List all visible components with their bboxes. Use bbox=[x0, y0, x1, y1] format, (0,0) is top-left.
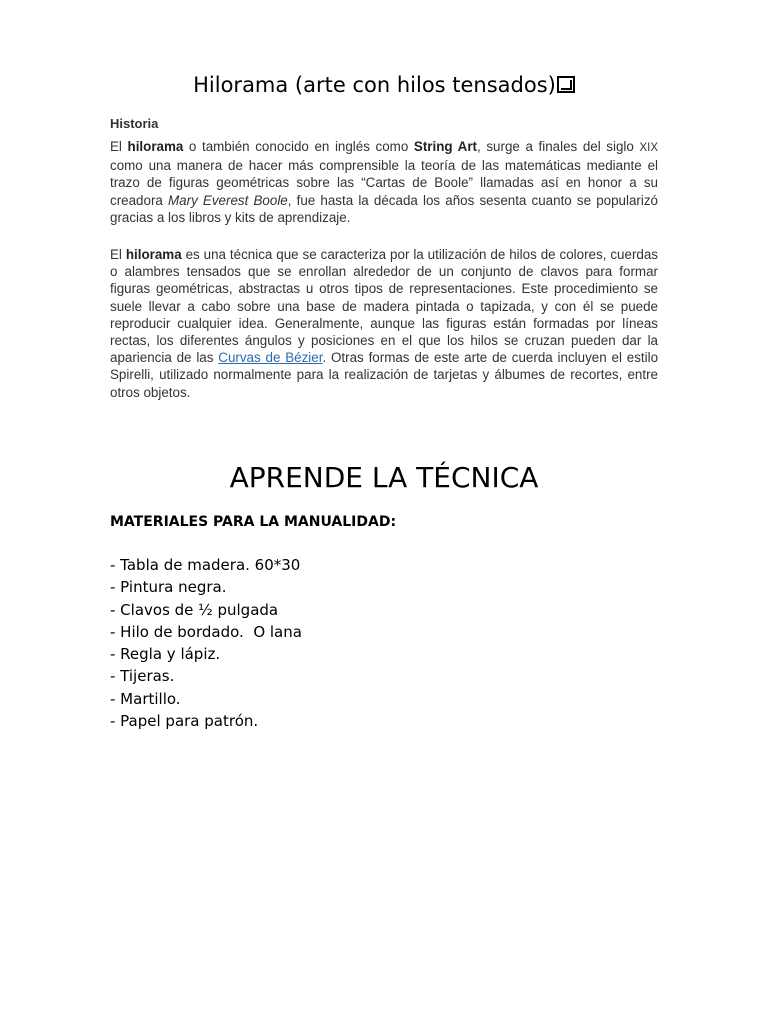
list-item: - Regla y lápiz. bbox=[110, 645, 221, 664]
text-run: es una técnica que se caracteriza por la utilización de hilos de colores, cuerdas o alambres tensados que se enrollan alrededor de un conjunto de clavos para formar figuras geométricas, abstractas u otros tipos de representaciones. Este procedimiento se suele llevar a cabo sobre una base de madera pintada o tapizada, y con él se puede reproducir cualquier idea. Generalmente, aunque las figuras están formadas por líneas rectas, los diferentes ángulos y posiciones en el que los hilos se cruzan pueden dar la apariencia de las bbox=[110, 247, 658, 366]
aprende-heading: APRENDE LA TÉCNICA bbox=[229, 461, 539, 494]
text-run: El bbox=[110, 247, 126, 262]
historia-heading: Historia bbox=[110, 116, 159, 131]
materiales-list bbox=[110, 554, 302, 732]
document-title-text: Hilorama (arte con hilos tensados) bbox=[193, 73, 556, 97]
list-item: - Martillo. bbox=[110, 689, 181, 708]
materiales-heading: MATERIALES PARA LA MANUALIDAD: bbox=[110, 514, 397, 530]
italic-name: Mary Everest Boole bbox=[168, 192, 288, 208]
box-glyph-icon bbox=[557, 76, 575, 93]
list-item: - Hilo de bordado. O lana bbox=[110, 622, 302, 641]
historia-paragraph-1 bbox=[110, 138, 658, 226]
century-label: XIX bbox=[639, 142, 658, 154]
bold-term-hilorama: hilorama bbox=[125, 247, 182, 262]
list-item: - Pintura negra. bbox=[110, 578, 227, 597]
list-item: - Papel para patrón. bbox=[110, 712, 259, 731]
bold-term-hilorama: hilorama bbox=[127, 139, 184, 154]
text-run: , fue hasta la década los años sesenta cuanto se popularizó gracias a los libros y kits de aprendizaje. bbox=[110, 192, 659, 225]
text-run: como una manera de hacer más comprensible la teoría de las matemáticas mediante el trazo de figuras geométricas sobre las “Cartas de Boole” llamadas así en honor a su creadora bbox=[110, 158, 658, 208]
text-run: , surge a finales del siglo bbox=[477, 139, 640, 154]
historia-paragraph-2 bbox=[110, 246, 658, 401]
curvas-de-bezier-link[interactable]: Curvas de Bézier bbox=[218, 350, 323, 366]
text-run: o también conocido en inglés como bbox=[183, 139, 414, 154]
list-item: - Tijeras. bbox=[110, 667, 175, 686]
text-run: El bbox=[110, 139, 128, 154]
document-title bbox=[110, 70, 658, 100]
list-item: - Tabla de madera. 60*30 bbox=[110, 556, 301, 574]
bold-term-string-art: String Art bbox=[413, 139, 478, 154]
text-run: . Otras formas de este arte de cuerda incluyen el estilo Spirelli, utilizado normalmente para la realización de tarjetas y álbumes de recortes, entre otros objetos. bbox=[110, 350, 659, 400]
list-item: - Clavos de ½ pulgada bbox=[110, 600, 279, 619]
